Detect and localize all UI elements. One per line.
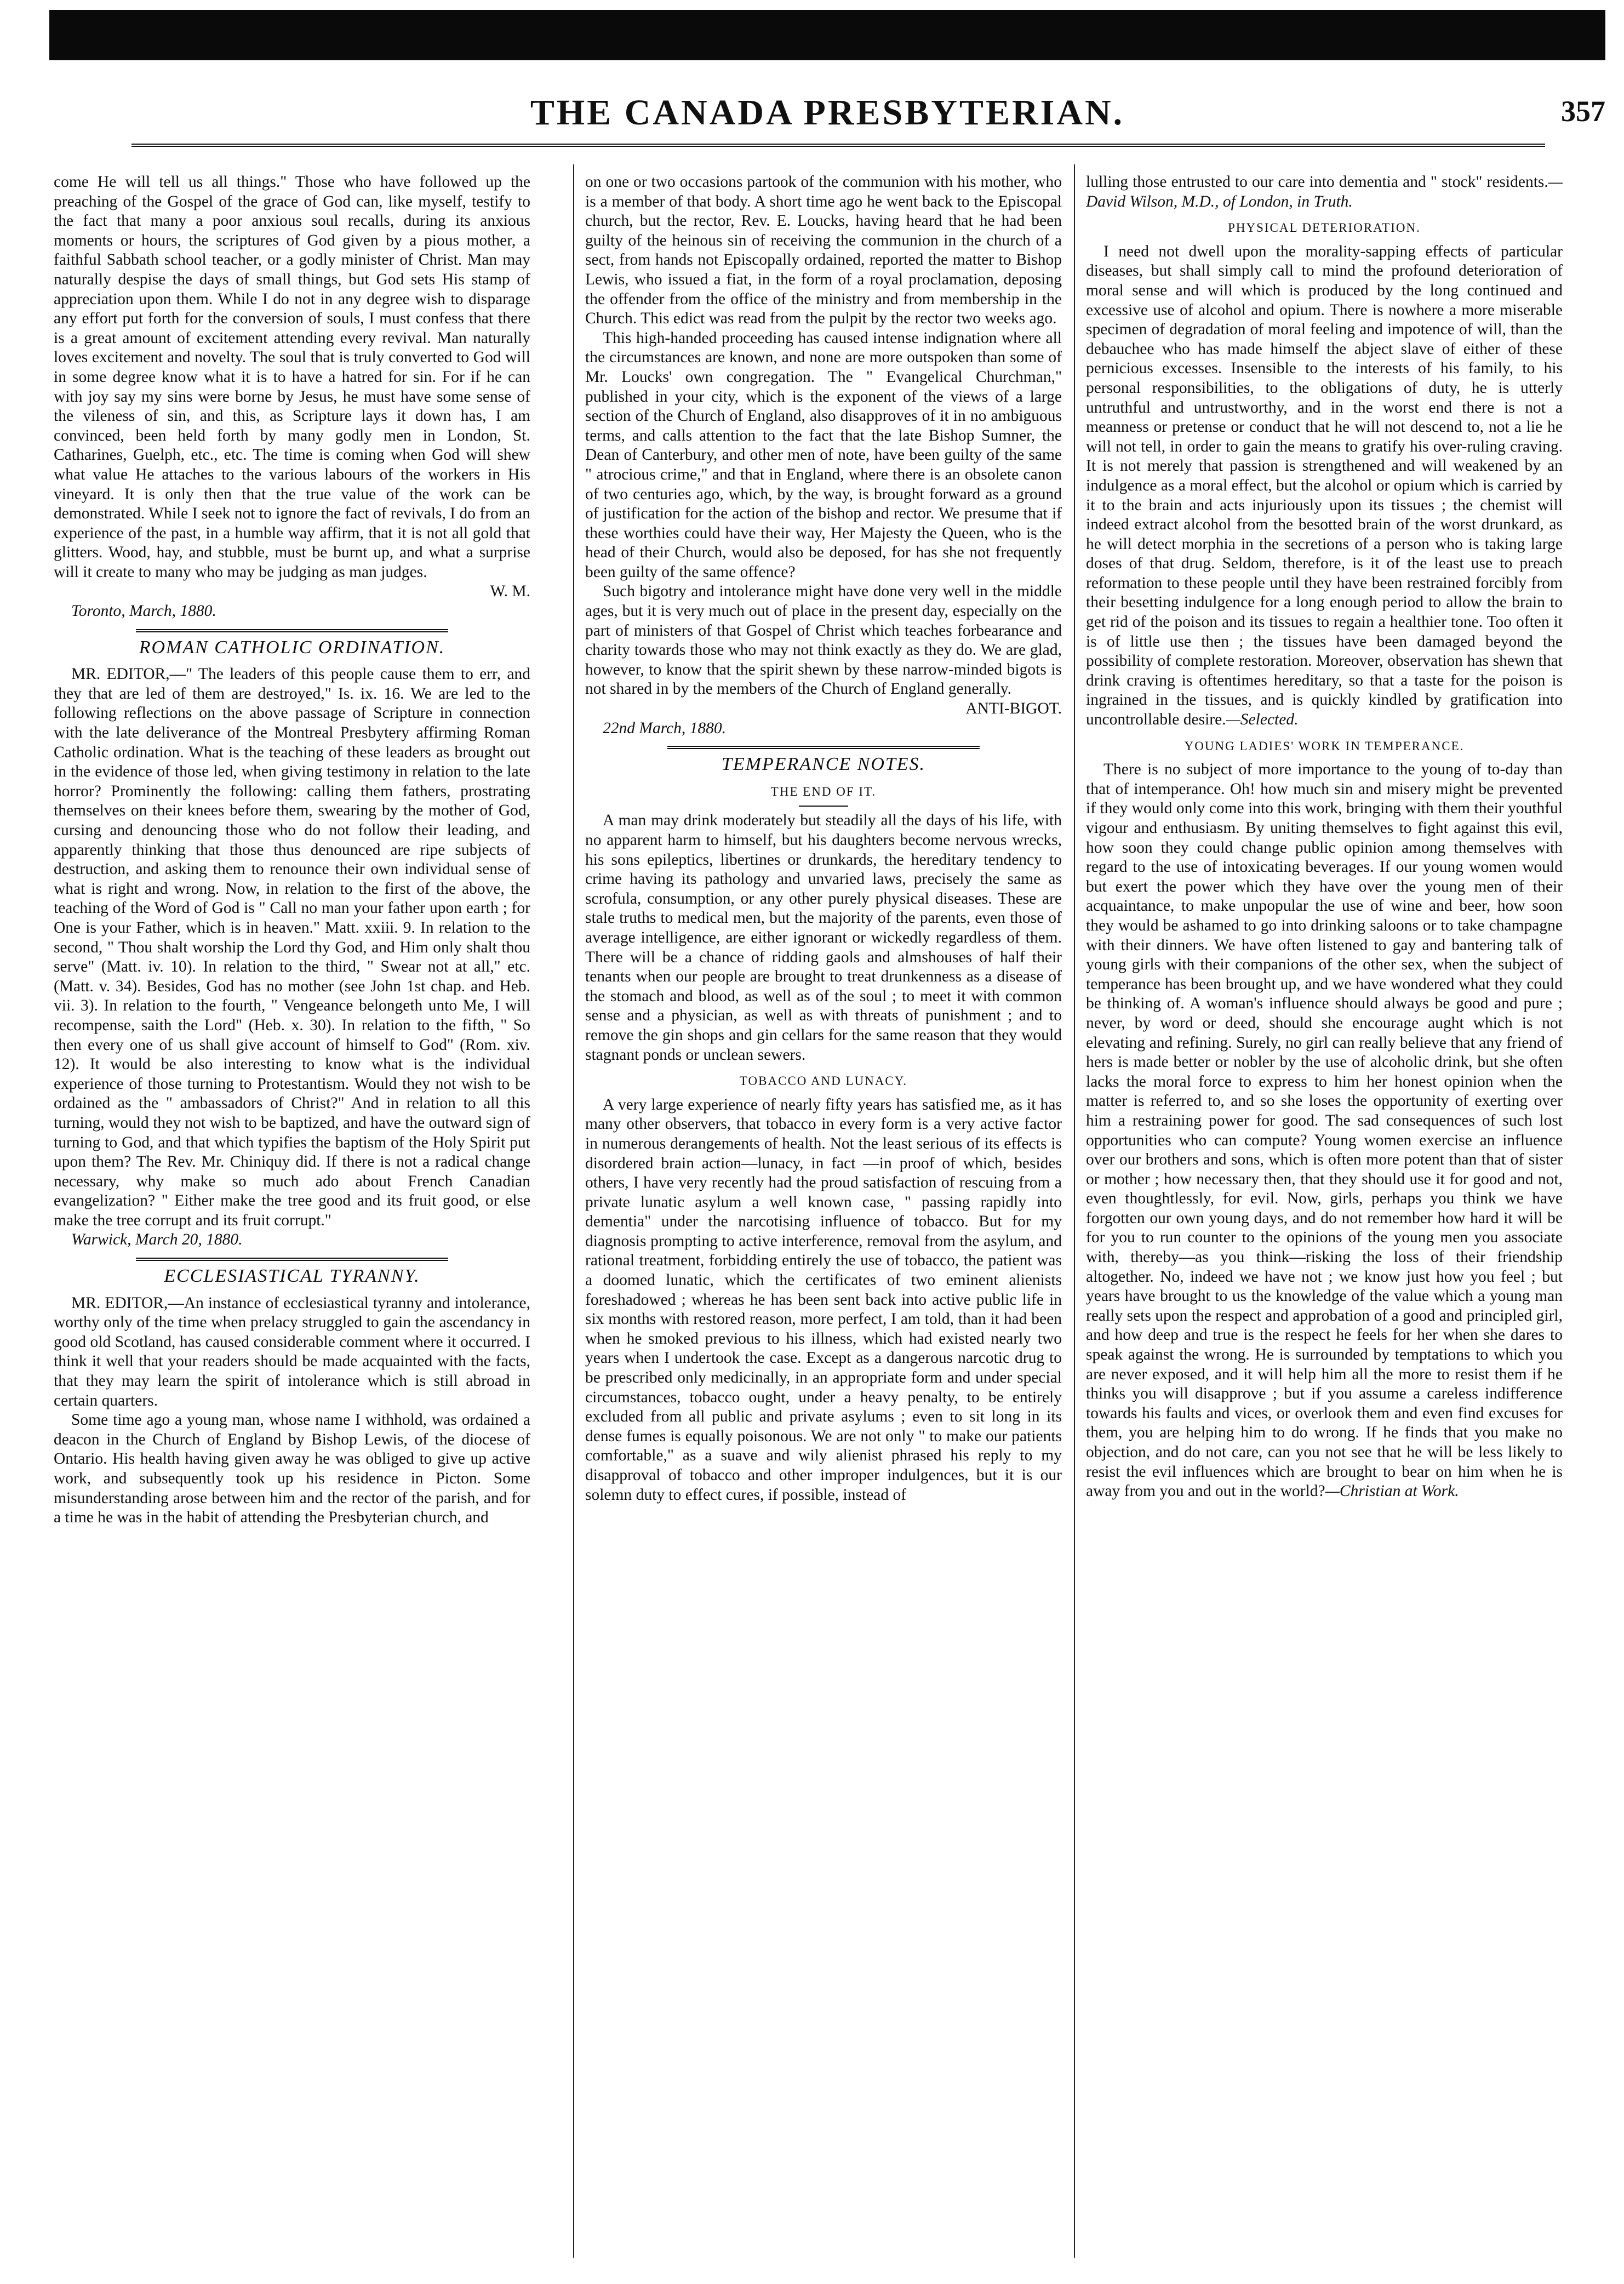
source-credit: —David Wilson, M.D., of London, in Truth. — [1086, 173, 1563, 210]
article-paragraph: A very large experience of nearly fifty years has satisfied me, as it has many other observers, that tobacco in every form is a very active factor in numerous derangements of health. Not the least serious of its effects is disordered brain action—lunacy, in fact —in proof of which, besides others, I have very recently had the proud satisfaction of rescuing from a private lunatic asylum a well known case, " passing rapidly into dementia" under the narcotising influence of tobacco. But for my diagnosis prompting to active interference, removal from the asylum, and rational treatment, forbidding entirely the use of tobacco, the patient was a doomed lunatic, which the certificates of two eminent alienists foreshadowed ; whereas he has been sent back into active public life in six months with restored reason, more perfect, I am told, than it had been when he smoked previous to his illness, which had existed nearly two years when I undertook the case. Except as a dangerous narcotic drug to be prescribed only medicinally, in an appropriate form and under special circumstances, tobacco ought, under a heavy penalty, to be entirely excluded from all public and private asylums ; even to sit long in its dense fumes is equally poisonous. We are not only " to make our patients comfortable," as a suave and wily alienist phrased his reply to my disapproval of tobacco and other improper indulgences, but it is our solemn duty to effect cures, if possible, instead of — [585, 1095, 1062, 1504]
article-paragraph: MR. EDITOR,—An instance of ecclesiastical tyranny and intolerance, worthy only of the time when prelacy struggled to gain the ascendancy in good old Scotland, has caused considerable comment where it occurred. I think it well that your readers should be made acquainted with the facts, that they may learn the spirit of intolerance which is still abroad in certain quarters. — [54, 1294, 530, 1409]
article-paragraph: A man may drink moderately but steadily all the days of his life, with no apparent harm to himself, but his daughters become nervous wrecks, his sons epileptics, libertines or drunkards, the hereditary tendency to crime having its pathology and unvaried laws, precisely the same as scrofula, consumption, or any other purely physical diseases. These are stale truths to medical men, but the majority of the parents, even those of average intelligence, are either ignorant or wickedly regardless of them. There will be a chance of ridding gaols and almshouses of half their tenants when our people are brought to treat drunkenness as a disease of the stomach and blood, as well as of the soul ; to meet it with common sense and a physician, as well as with threats of punishment ; and to remove the gin shops and gin cellars for the same reason that they would stagnant ponds or unclean sewers. — [585, 812, 1062, 1064]
dateline: Warwick, March 20, 1880. — [71, 1231, 243, 1249]
subheading-young-ladies-work: YOUNG LADIES' WORK IN TEMPERANCE. — [1184, 739, 1465, 753]
paragraph-text: There is no subject of more importance to the young of to-day than that of intemperance. Oh! how much sin and misery might be prevented if they would only come into this work, bringing with them their youthful vigour and enthusiasm. By uniting themselves to fight against this evil, how soon they could change public opinion among themselves with regard to the use of intoxicating beverages. If our young women would but exert the power which they have over the young men of their acquaintance, to make unpopular the use of wine and beer, how soon they would be ashamed to go into drinking saloons or to take champagne with their dinners. We have often listened to gay and bantering talk of young girls with their companions of the other sex, when the subject of temperance has been brought up, and we have wondered what they could be thinking of. A woman's influence should always be good and pure ; never, by word or deed, should she encourage aught which is not elevating and refining. Surely, no girl can really believe that any friend of hers is made better or nobler by the use of alcoholic drink, but she often lacks the moral force to express to him her honest opinion when the matter is referred to, and so she loses the opportunity of exerting over him a restraining power for good. The sad consequences of such lost opportunities who can compute? Young women exercise an influence over our brothers and sons, which is often more potent than that of sister or mother ; how necessary then, that they should use it for good and not, even thoughtlessly, for evil. Now, girls, perhaps you think we have forgotten our own young days, and do not remember how hard it will be for you to run counter to the opinions of the young men you associate with, thereby—as you think—risking the loss of their friendship altogether. No, indeed we have not ; we know just how you feel ; but years have brought to us the knowledge of the value which a young man really sets upon the respect and approbation of a good and principled girl, and how deep and true is the respect he feels for her when she dares to speak against the wrong. He is surrounded by temptations to which you are never exposed, and it will help him all the more to resist them if he thinks you will disapprove ; but if you assume a careless indifference towards his faults and vices, or overlook them and even find excuses for them, you are helping him to do wrong. If he finds that you make no objection, and do not care, can you not see that he will be less likely to resist the evil influences which are brought to bear on him when he is away from you and out in the world? — [1086, 761, 1563, 1500]
letter-continuation: come He will tell us all things." Those who have followed up the preaching of the Gospel of the grace of God can, like myself, testify to the fact that many a poor anxious soul recalls, during its anxious moments or hours, the scriptures of God given by a pious mother, a faithful Sabbath school teacher, or a godly minister of Christ. Man may naturally despise the days of small things, but God sets His stamp of appreciation upon them. While I do not in any degree wish to disparage any effort put forth for the conversion of souls, I must confess that there is a great amount of excitement attending every revival. Man naturally loves excitement and novelty. The soul that is truly converted to God will in some degree know what it is to have a hatred for sin. For if he can with joy say my sins were borne by Jesus, he must have some sense of the vileness of sin, and this, as Scripture lays it down has, I am convinced, been held forth by many godly men in London, St. Catharines, Guelph, etc., etc. The time is coming when God will shew what value He attaches to the various labours of the workers in His vineyard. It is only then that the true value of the work can be demonstrated. While I seek not to ignore the fact of revivals, I do from an experience of the past, in a humble way affirm, that it is not all gold that glitters. Wood, hay, and stubble, must be burnt up, and what a surprise will it create to many who may be judging as man judges. — [54, 173, 530, 581]
page-number: 357 — [1561, 95, 1605, 128]
subheading-physical-deterioration: PHYSICAL DETERIORATION. — [1228, 221, 1421, 235]
article-paragraph: Such bigotry and intolerance might have done very well in the middle ages, but it is very much out of place in the present day, especially on the part of ministers of that Gospel of Christ which teaches forbearance and charity towards those who may not think exactly as they do. We are glad, however, to know that the spirit shewn by these narrow-minded bigots is not shared in by the members of the Church of England generally. — [585, 583, 1062, 698]
publication-title: THE CANADA PRESBYTERIAN. — [530, 93, 1125, 133]
section-rule — [667, 746, 980, 749]
paragraph-text: I need not dwell upon the morality-sapping effects of particular diseases, but shall simply call to mind the profound deterioration of moral sense and will which is produced by the long continued and excessive use of alcohol and opium. There is nowhere a more miserable specimen of degradation of moral feeling and impotence of will, than the debauchee who has made himself the abject slave of either of these pernicious excesses. Insensible to the interests of his family, to his personal responsibilities, to the obligations of duty, he is utterly untruthful and untrustworthy, and in the worst end there is not a meanness or pretense or conduct that he will not descend to, not a lie he will not tell, in order to gain the means to gratify his over-ruling craving. It is not merely that passion is strengthened and will weakened by an indulgence as a moral effect, but the alcohol or opium which is carried by it to the brain and acts injuriously upon its tissues ; the chemist will indeed extract alcohol from the besotted brain of the worst drunkard, as he will detect morphia in the secretions of a person who is taking large doses of that drug. Seldom, therefore, is it of the least use to preach reformation to these people until they have been restrained forcibly from their besetting indulgence for a long enough period to allow the brain to get rid of the poison and its tissues to regain a healthier tone. Too often it is of little use then ; the tissues have been damaged beyond the possibility of complete restoration. Moreover, observation has shewn that drink craving is oftentimes hereditary, so that a taste for the poison is ingrained in the tissues, and is quickly kindled by gratification into uncontrollable desire. — [1086, 242, 1563, 729]
column-3 — [1086, 173, 1563, 2255]
signature: W. M. — [490, 583, 530, 601]
article-paragraph — [1086, 242, 1563, 730]
article-paragraph — [1086, 173, 1563, 212]
heading-roman-catholic-ordination: ROMAN CATHOLIC ORDINATION. — [139, 637, 445, 658]
signature: ANTI-BIGOT. — [965, 700, 1062, 718]
source-credit: —Selected. — [1226, 711, 1299, 729]
top-black-band — [49, 10, 1605, 60]
source-credit: —Christian at Work. — [1325, 1482, 1459, 1500]
subheading-tobacco-and-lunacy: TOBACCO AND LUNACY. — [739, 1074, 908, 1088]
column-divider-1 — [573, 164, 574, 2258]
article-paragraph: MR. EDITOR,—" The leaders of this people cause them to err, and they that are led of them are destroyed," Is. ix. 16. We are led to the following reflections on the above passage of Scripture in connection with the late deliverance of the Montreal Presbytery affirming Roman Catholic ordination. What is the teaching of these leaders as brought out in the evidence of those led, when giving testimony in relation to the late horror? Prominently the following: calling them fathers, prostrating themselves on their knees before them, swearing by the mother of God, cursing and denouncing those who do not follow their leading, and apparently thinking that those thus denounced are ripe subjects of destruction, and asking them to renounce their own individual sense of what is right and wrong. Now, in relation to the first of the above, the teaching of the Word of God is " Call no man your father upon earth ; for One is your Father, which is in heaven." Matt. xxiii. 9. In relation to the second, " Thou shalt worship the Lord thy God, and Him only shalt thou serve" (Matt. iv. 10). In relation to the third, " Swear not at all," etc. (Matt. v. 34). Besides, God has no mother (see John 1st chap. and Heb. vii. 3). In relation to the fourth, " Vengeance belongeth unto Me, I will recompense, saith the Lord" (Heb. x. 30). In relation to the fifth, " So then every one of us shall give account of himself to God" (Rom. xiv. 12). It would be also interesting to know what is the individual experience of those turning to Protestantism. Would they not wish to be ordained as the " ambassadors of Christ?" And in relation to all this turning, would they not wish to be baptized, and have the outward sign of turning to God, and that which typifies the baptism of the Holy Spirit put upon them? The Rev. Mr. Chiniquy did. If there is not a radical change necessary, why make so much ado about French Canadian evangelization? " Either make the tree good and its fruit good, or else make the tree corrupt and its fruit corrupt." — [54, 665, 530, 1229]
column-divider-2 — [1074, 164, 1075, 2258]
masthead-rule — [131, 144, 1545, 147]
heading-ecclesiastical-tyranny: ECCLESIASTICAL TYRANNY. — [164, 1266, 420, 1287]
heading-temperance-notes: TEMPERANCE NOTES. — [721, 754, 926, 775]
article-paragraph: Some time ago a young man, whose name I withhold, was ordained a deacon in the Church of England by Bishop Lewis, of the diocese of Ontario. His health having given away he was obliged to give up active work, and subsequently took up his residence in Picton. Some misunderstanding arose between him and the rector of the parish, and for a time he was in the habit of attending the Presbyterian church, and — [54, 1411, 530, 1527]
paragraph-text: lulling those entrusted to our care into dementia and " stock" residents. — [1086, 173, 1548, 191]
column-2 — [585, 173, 1062, 2255]
article-paragraph — [1086, 760, 1563, 1501]
subheading-end-of-it: THE END OF IT. — [770, 784, 877, 798]
masthead — [49, 88, 1605, 137]
section-rule — [136, 1258, 448, 1261]
dateline: 22nd March, 1880. — [603, 719, 727, 737]
column-1 — [54, 173, 530, 2255]
dateline: Toronto, March, 1880. — [71, 602, 216, 620]
section-rule — [136, 629, 448, 632]
subheading-rule — [799, 806, 848, 807]
article-paragraph: on one or two occasions partook of the communion with his mother, who is a member of that body. A short time ago he went back to the Episcopal church, but the rector, Rev. E. Loucks, having heard that he had been guilty of the heinous sin of receiving the communion in the church of a sect, from hands not Episcopally ordained, reported the matter to Bishop Lewis, who issued a fiat, in the form of a royal proclamation, deposing the offender from the office of the ministry and from membership in the Church. This edict was read from the pulpit by the rector two weeks ago. — [585, 173, 1062, 328]
article-paragraph: This high-handed proceeding has caused intense indignation where all the circumstances are known, and none are more outspoken than some of Mr. Loucks' own congregation. The " Evangelical Churchman," published in your city, which is the exponent of the views of a large section of the Church of England, also disapproves of it in no ambiguous terms, and calls attention to the fact that the late Bishop Sumner, the Dean of Canterbury, and other men of note, have been guilty of the same " atrocious crime," and that in England, where there is an obsolete canon of two centuries ago, which, by the way, is brought forward as a ground of justification for the action of the bishop and rector. We presume that if these worthies could have their way, Her Majesty the Queen, who is the head of their Church, would also be deposed, for has she not frequently been guilty of the same offence? — [585, 329, 1062, 581]
